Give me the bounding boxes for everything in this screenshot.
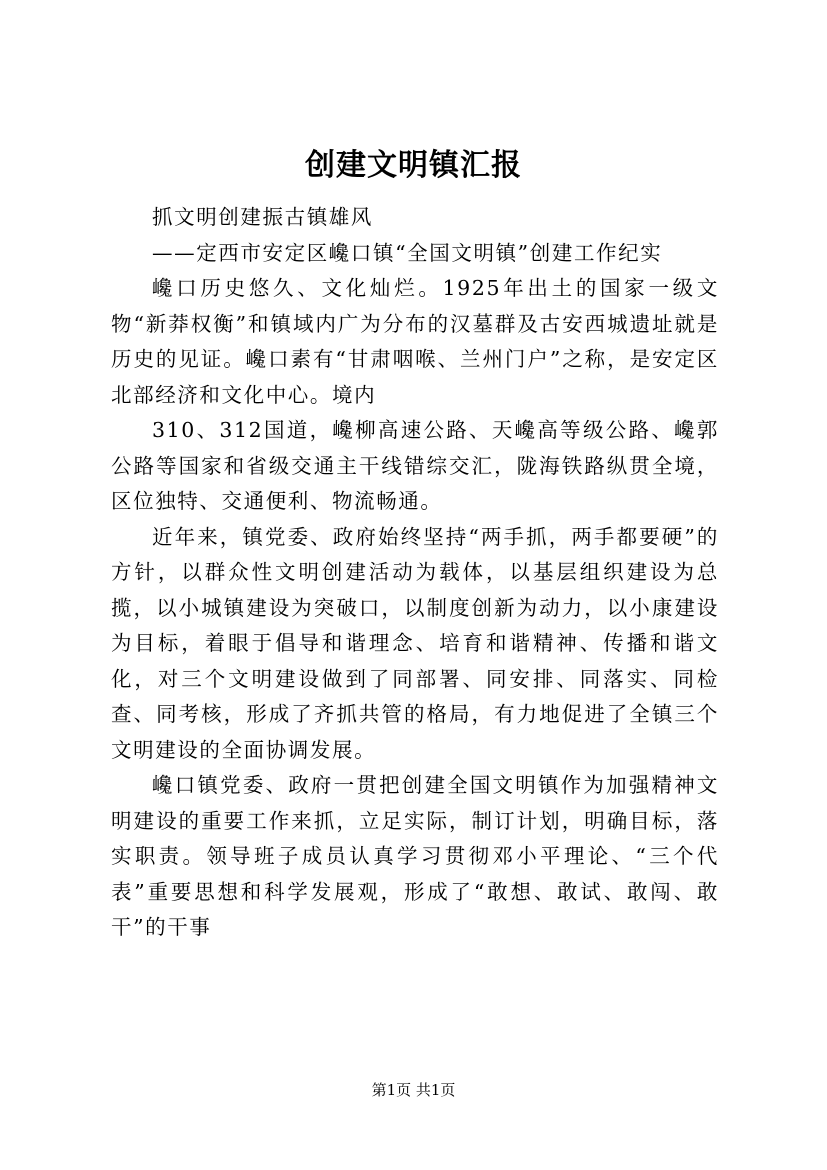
page-number-footer: 第1页 共1页 [371,1081,456,1099]
subtitle-line: 抓文明创建振古镇雄风 [152,205,373,229]
body-paragraph: 巉口历史悠久、文化灿烂。1925年出土的国家一级文物“新莽权衡”和镇域内广为分布的汉墓群及古安西城遗址就是历史的见证。巉口素有“甘肃咽喉、兰州门户”之称，是安定区北部经济和文化中心。境内 [111,276,719,407]
body-paragraph: 310、312国道，巉柳高速公路、天巉高等级公路、巉郭公路等国家和省级交通主干线错综交汇，陇海铁路纵贯全境，区位独特、交通便利、物流畅通。 [111,418,719,513]
document-title: 创建文明镇汇报 [305,148,522,183]
body-paragraph: 近年来，镇党委、政府始终坚持“两手抓，两手都要硬”的方针，以群众性文明创建活动为载体，以基层组织建设为总揽，以小城镇建设为突破口，以制度创新为动力，以小康建设为目标，着眼于倡导和谐理念、培育和谐精神、传播和谐文化，对三个文明建设做到了同部署、同安排、同落实、同检查、同考核，形成了齐抓共管的格局，有力地促进了全镇三个文明建设的全面协调发展。 [111,524,719,762]
subtitle-byline: ——定西市安定区巉口镇“全国文明镇”创建工作纪实 [152,240,663,265]
document-body [111,200,719,946]
body-paragraph: 巉口镇党委、政府一贯把创建全国文明镇作为加强精神文明建设的重要工作来抓，立足实际，制订计划，明确目标，落实职责。领导班子成员认真学习贯彻邓小平理论、“三个代表”重要思想和科学发展观，形成了“敢想、敢试、敢闯、敢干”的干事 [111,773,719,939]
